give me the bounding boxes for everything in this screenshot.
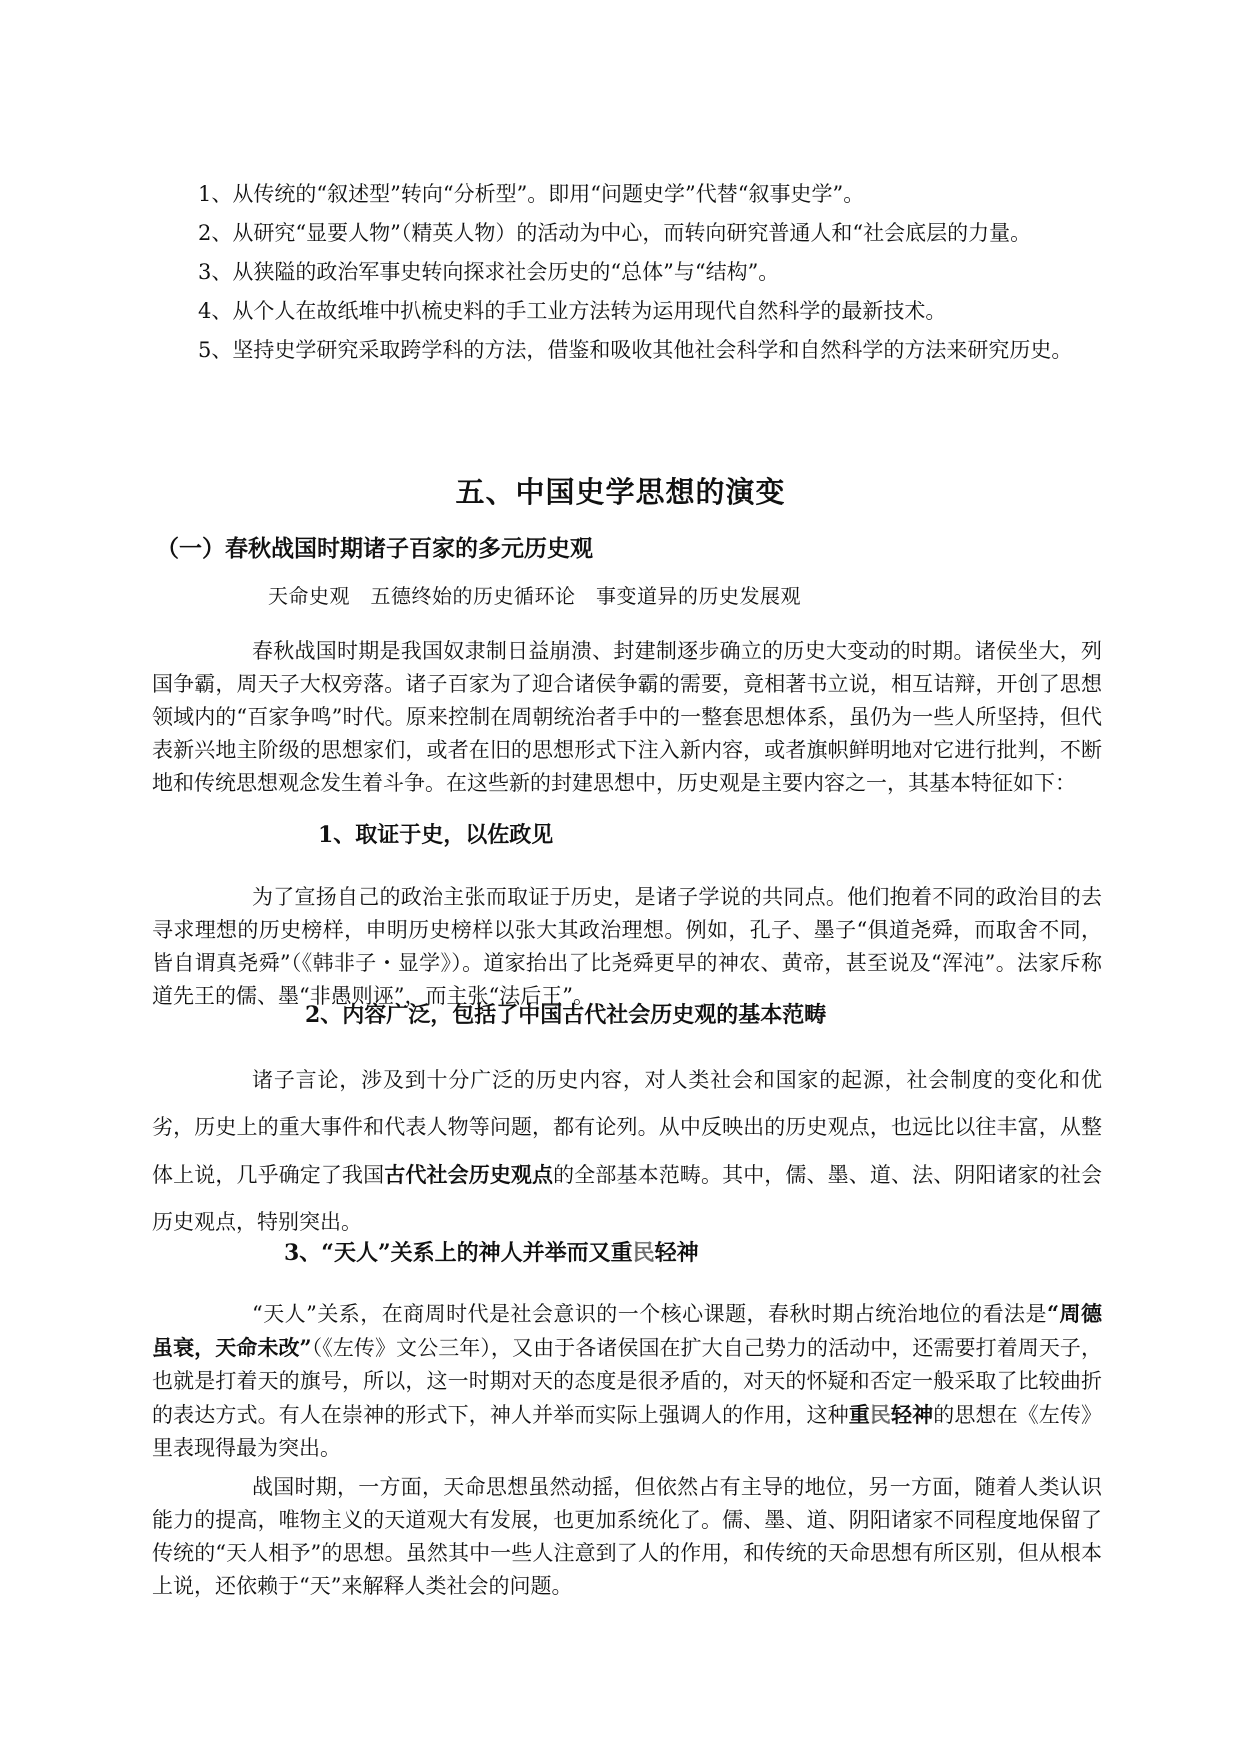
trend-list — [152, 178, 1102, 373]
subsection-title-3-a: 3、“天人”关系上的神人并举而又重 — [284, 1240, 633, 1266]
subsection-title-3 — [284, 1236, 699, 1267]
subsection-3-text-a: “天人”关系，在商周时代是社会意识的一个核心课题，春秋时期占统治地位的看法是 — [252, 1302, 1047, 1326]
list-item: 3、从狭隘的政治军事史转向探求社会历史的“总体”与“结构”。 — [198, 260, 780, 284]
subsection-1-text: 为了宣扬自己的政治主张而取证于历史，是诸子学说的共同点。他们抱着不同的政治目的去寻求理想的历史榜样，申明历史榜样以张大其政治理想。例如，孔子、墨子“俱道尧舜，而取舍不同，皆自谓真尧舜”（《韩非子・显学》）。道家抬出了比尧舜更早的神农、黄帝，甚至说及“浑沌”。法家斥称道先王的儒、墨“非愚则诬”，而主张“法后王”。 — [152, 885, 1102, 1008]
keyword-line: 天命史观 五德终始的历史循环论 事变道异的历史发展观 — [268, 584, 801, 608]
list-item: 2、从研究“显要人物”（精英人物）的活动为中心，而转向研究普通人和“社会底层的力量。 — [198, 221, 1032, 245]
subsection-2-text-a: 诸子言论，涉及到十分广泛的历史内容，对人类社会和国家的起源，社会制度的变化和优劣，历史上的重大事件和代表人物等问题，都有论列。从中反映出的历史观点，也远比以往丰富，从整体上说，几乎确定了我国 — [152, 1068, 1102, 1187]
subsection-3-grey-term: 民 — [869, 1402, 891, 1427]
subsection-3-bold-quote: “周德虽衰，天命未改” — [152, 1301, 1102, 1360]
subsection-title-3-grey: 民 — [632, 1240, 655, 1266]
subsection-title-1: 1、取证于史，以佐政见 — [318, 822, 554, 848]
subsection-3-bold-term-b: 轻神 — [891, 1402, 934, 1427]
subsection-2-bold-term: 古代社会历史观点 — [384, 1162, 554, 1187]
section-title: （一）春秋战国时期诸子百家的多元历史观 — [156, 535, 593, 562]
list-item: 1、从传统的“叙述型”转向“分析型”。即用“问题史学”代替“叙事史学”。 — [198, 182, 865, 206]
subsection-3-text-c: 的思想在《左传》里表现得最为突出。 — [152, 1403, 1103, 1460]
subsection-title-3-b: 轻神 — [654, 1240, 699, 1266]
subsection-3-text — [152, 1297, 1102, 1465]
subsection-3-text-b: （《左传》文公三年），又由于各诸侯国在扩大自己势力的活动中，还需要打着周天子，也就是打着天的旗号，所以，这一时期对天的态度是很矛盾的，对天的怀疑和否定一般采取了比较曲折的表达方式。有人在崇神的形式下，神人并举而实际上强调人的作用，这种 — [152, 1336, 1102, 1427]
subsection-2-text — [152, 1057, 1102, 1246]
subsection-title-2: 2、内容广泛，包括了中国古代社会历史观的基本范畴 — [305, 1002, 827, 1028]
list-item: 5、坚持史学研究采取跨学科的方法，借鉴和吸收其他社会科学和自然科学的方法来研究历史。 — [198, 338, 1073, 362]
subsection-3-bold-term-a: 重 — [848, 1402, 870, 1427]
intro-paragraph: 春秋战国时期是我国奴隶制日益崩溃、封建制逐步确立的历史大变动的时期。诸侯坐大，列国争霸，周天子大权旁落。诸子百家为了迎合诸侯争霸的需要，竟相著书立说，相互诘辩，开创了思想领域内的“百家争鸣”时代。原来控制在周朝统治者手中的一整套思想体系，虽仍为一些人所坚持，但代表新兴地主阶级的思想家们，或者在旧的思想形式下注入新内容，或者旗帜鲜明地对它进行批判，不断地和传统思想观念发生着斗争。在这些新的封建思想中，历史观是主要内容之一，其基本特征如下： — [152, 639, 1102, 795]
subsection-3-text-2: 战国时期，一方面，天命思想虽然动摇，但依然占有主导的地位，另一方面，随着人类认识能力的提高，唯物主义的天道观大有发展，也更加系统化了。儒、墨、道、阴阳诸家不同程度地保留了传统的“天人相予”的思想。虽然其中一些人注意到了人的作用，和传统的天命思想有所区别，但从根本上说，还依赖于“天”来解释人类社会的问题。 — [152, 1475, 1102, 1598]
chapter-title: 五、中国史学思想的演变 — [455, 475, 786, 509]
subsection-2-text-b: 的全部基本范畴。其中，儒、墨、道、法、阴阳诸家的社会历史观点，特别突出。 — [152, 1163, 1103, 1234]
list-item: 4、从个人在故纸堆中扒梳史料的手工业方法转为运用现代自然科学的最新技术。 — [198, 299, 947, 323]
